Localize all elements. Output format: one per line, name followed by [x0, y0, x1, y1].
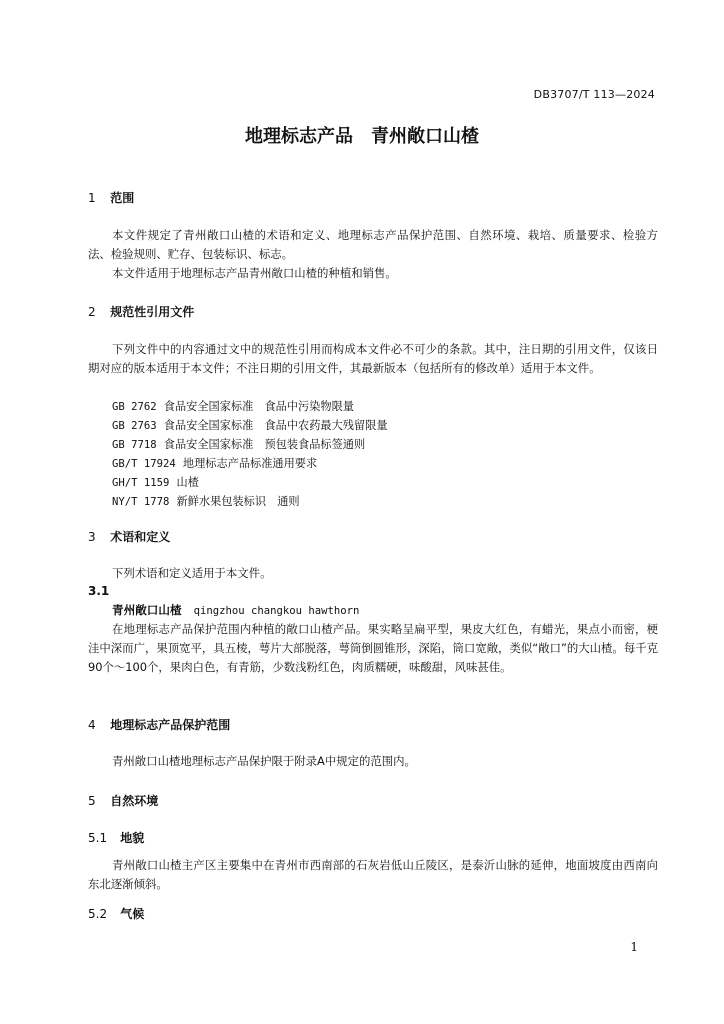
term-english-name: qingzhou changkou hawthorn	[193, 605, 360, 617]
section-heading-protection-scope	[88, 716, 230, 733]
term-entry	[112, 602, 359, 618]
section-title: 规范性引用文件	[110, 305, 195, 319]
section-number: 2	[88, 305, 96, 319]
section-number: 4	[88, 718, 96, 732]
reference-code: GH/T 1159	[112, 477, 170, 489]
reference-name: 食品安全国家标准 食品中污染物限量	[163, 400, 354, 413]
section-number: 1	[88, 191, 96, 205]
term-name: 青州敞口山楂	[112, 603, 182, 617]
document-title: 地理标志产品 青州敞口山楂	[245, 126, 479, 147]
section-title: 自然环境	[110, 794, 159, 808]
reference-code: NY/T 1778	[112, 496, 170, 508]
section-heading-scope	[88, 189, 134, 206]
reference-name: 食品安全国家标准 预包装食品标签通则	[163, 438, 366, 451]
term-number: 3.1	[88, 584, 110, 598]
section-number: 3	[88, 530, 96, 544]
reference-item	[112, 417, 388, 433]
section-heading-terms	[88, 528, 170, 545]
reference-code: GB/T 17924	[112, 458, 176, 470]
reference-code: GB 7718	[112, 439, 157, 451]
reference-item	[112, 436, 365, 452]
section-title: 范围	[110, 191, 135, 205]
terms-intro-paragraph: 下列术语和定义适用于本文件。	[112, 566, 272, 580]
section-heading-natural-environment	[88, 792, 158, 809]
standard-code: DB3707/T 113—2024	[533, 88, 655, 101]
page-number: 1	[630, 940, 638, 954]
scope-paragraph-2: 本文件适用于地理标志产品青州敞口山楂的种植和销售。	[112, 266, 397, 280]
reference-name: 食品安全国家标准 食品中农药最大残留限量	[163, 419, 388, 432]
reference-code: GB 2763	[112, 420, 157, 432]
section-title: 地理标志产品保护范围	[110, 718, 231, 732]
subsection-title: 地貌	[120, 831, 145, 845]
reference-item	[112, 493, 300, 509]
term-definition: 在地理标志产品保护范围内种植的敞口山楂产品。果实略呈扁平型，果皮大红色，有蜡光，果点小而密，梗洼中深而广，果顶宽平，具五棱，萼片大部脱落，萼筒倒圆锥形，深陷，筒口宽敞，类似“敞口”的大山楂。每千克90个～100个，果肉白色，有青筋，少数浅粉红色，肉质糯硬，味酸甜，风味甚佳。	[88, 622, 658, 674]
subsection-heading-landform	[88, 829, 144, 846]
landform-paragraph: 青州敞口山楂主产区主要集中在青州市西南部的石灰岩低山丘陵区，是泰沂山脉的延伸，地面坡度由西南向东北逐渐倾斜。	[88, 858, 658, 891]
section-title: 术语和定义	[110, 530, 171, 544]
subsection-heading-climate	[88, 905, 144, 922]
protection-paragraph: 青州敞口山楂地理标志产品保护限于附录A中规定的范围内。	[112, 754, 416, 768]
subsection-number: 5.1	[88, 831, 108, 845]
reference-code: GB 2762	[112, 401, 157, 413]
normative-intro-paragraph: 下列文件中的内容通过文中的规范性引用而构成本文件必不可少的条款。其中，注日期的引用文件，仅该日期对应的版本适用于本文件；不注日期的引用文件，其最新版本（包括所有的修改单）适用于本文件。	[88, 342, 658, 375]
reference-name: 新鲜水果包装标识 通则	[176, 495, 300, 508]
reference-name: 地理标志产品标准通用要求	[182, 457, 318, 470]
reference-item	[112, 474, 199, 490]
reference-name: 山楂	[176, 476, 199, 489]
subsection-number: 5.2	[88, 907, 108, 921]
section-number: 5	[88, 794, 96, 808]
section-heading-normative-references	[88, 303, 194, 320]
subsection-title: 气候	[120, 907, 145, 921]
scope-paragraph-1: 本文件规定了青州敞口山楂的术语和定义、地理标志产品保护范围、自然环境、栽培、质量要求、检验方法、检验规则、贮存、包装标识、标志。	[88, 228, 658, 261]
reference-item	[112, 398, 354, 414]
reference-item	[112, 455, 317, 471]
